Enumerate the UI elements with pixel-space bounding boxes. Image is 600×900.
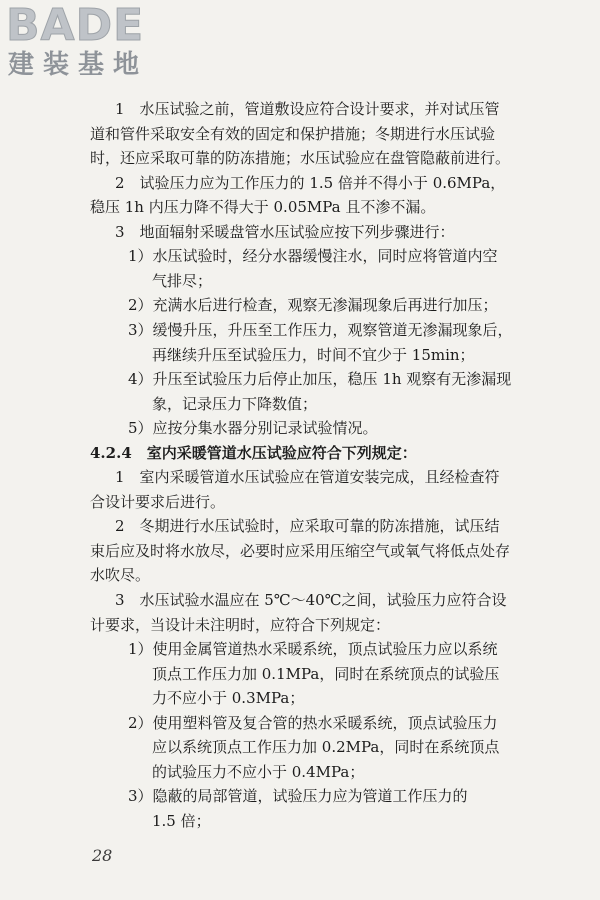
logo-wordmark: BADE bbox=[6, 0, 145, 51]
section-4-2-4-heading: 4.2.4 室内采暖管道水压试验应符合下列规定： bbox=[90, 444, 417, 462]
clause-1-line-3: 时，还应采取可靠的防冻措施；水压试验应在盘管隐蔽前进行。 bbox=[90, 149, 511, 167]
step-5-line-1: 5）应按分集水器分别记录试验情况。 bbox=[128, 419, 378, 437]
section-4-2-4-clause-3-line-2: 计要求，当设计未注明时，应符合下列规定： bbox=[90, 616, 391, 634]
section-4-2-4-clause-2-line-1: 2 冬期进行水压试验时，应采取可靠的防冻措施，试压结 bbox=[115, 517, 500, 535]
section-4-2-4-clause-1-line-2: 合设计要求后进行。 bbox=[90, 493, 226, 511]
step-1-line-1: 1）水压试验时，经分水器缓慢注水，同时应将管道内空 bbox=[128, 247, 498, 265]
page-number: 28 bbox=[92, 846, 113, 865]
clause-1-line-1: 1 水压试验之前，管道敷设应符合设计要求，并对试压管 bbox=[115, 100, 500, 118]
rule-1-line-2: 顶点工作压力加 0.1MPa，同时在系统顶点的试验压 bbox=[152, 665, 500, 683]
rule-2-line-3: 的试验压力不应小于 0.4MPa； bbox=[152, 763, 365, 781]
rule-1-line-3: 力不应小于 0.3MPa； bbox=[152, 689, 305, 707]
section-4-2-4-clause-2-line-2: 束后应及时将水放尽，必要时应采用压缩空气或氧气将低点处存 bbox=[90, 542, 511, 560]
logo-chinese-name: 建装基地 bbox=[8, 50, 149, 80]
rule-1-line-1: 1）使用金属管道热水采暖系统，顶点试验压力应以系统 bbox=[128, 640, 498, 658]
step-3-line-1: 3）缓慢升压，升压至工作压力，观察管道无渗漏现象后， bbox=[128, 321, 513, 339]
step-3-line-2: 再继续升压至试验压力，时间不宜少于 15min； bbox=[152, 346, 475, 364]
clause-2-line-2: 稳压 1h 内压力降不得大于 0.05MPa 且不渗不漏。 bbox=[90, 198, 436, 216]
rule-3-line-2: 1.5 倍； bbox=[152, 812, 211, 830]
section-4-2-4-clause-1-line-1: 1 室内采暖管道水压试验应在管道安装完成，且经检查符 bbox=[115, 468, 500, 486]
step-4-line-2: 象，记录压力下降数值； bbox=[152, 395, 318, 413]
rule-3-line-1: 3）隐蔽的局部管道，试验压力应为管道工作压力的 bbox=[128, 787, 468, 805]
step-2-line-1: 2）充满水后进行检查，观察无渗漏现象后再进行加压； bbox=[128, 296, 498, 314]
section-4-2-4-clause-2-line-3: 水吹尽。 bbox=[90, 566, 151, 584]
clause-3-line-1: 3 地面辐射采暖盘管水压试验应按下列步骤进行： bbox=[115, 223, 455, 241]
clause-2-line-1: 2 试验压力应为工作压力的 1.5 倍并不得小于 0.6MPa， bbox=[115, 174, 506, 192]
section-4-2-4-clause-3-line-1: 3 水压试验水温应在 5℃～40℃之间，试验压力应符合设 bbox=[115, 591, 507, 609]
step-4-line-1: 4）升压至试验压力后停止加压，稳压 1h 观察有无渗漏现 bbox=[128, 370, 512, 388]
clause-1-line-2: 道和管件采取安全有效的固定和保护措施；冬期进行水压试验 bbox=[90, 125, 496, 143]
rule-2-line-2: 应以系统顶点工作压力加 0.2MPa，同时在系统顶点 bbox=[152, 738, 500, 756]
step-1-line-2: 气排尽； bbox=[152, 272, 213, 290]
rule-2-line-1: 2）使用塑料管及复合管的热水采暖系统，顶点试验压力 bbox=[128, 714, 498, 732]
